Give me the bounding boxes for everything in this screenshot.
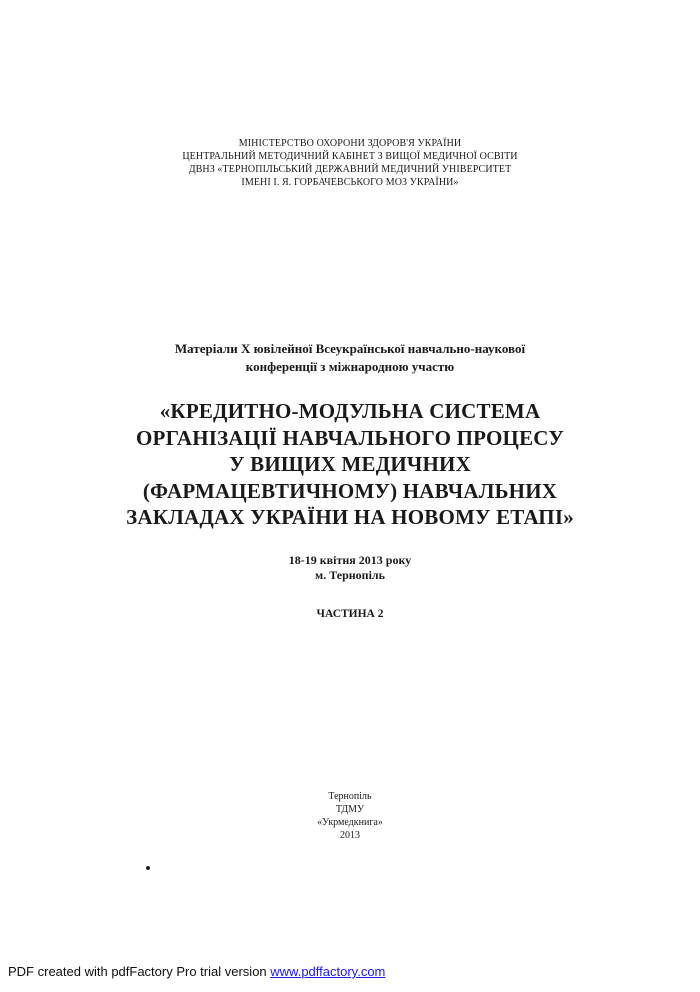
stray-dot: [146, 866, 150, 870]
footer-text: PDF created with pdfFactory Pro trial version: [8, 964, 271, 979]
intro-line-1: Матеріали Х ювілейної Всеукраїнської навчально-наукової: [174, 341, 526, 356]
publisher-imprint: [0, 790, 700, 842]
title-line-2: ОРГАНІЗАЦІЇ НАВЧАЛЬНОГО ПРОЦЕСУ: [136, 425, 564, 450]
title-line-4: (ФАРМАЦЕВТИЧНОМУ) НАВЧАЛЬНИХ: [142, 478, 558, 503]
event-date: 18-19 квітня 2013 року: [288, 553, 412, 567]
header-line-cabinet: ЦЕНТРАЛЬНИЙ МЕТОДИЧНИЙ КАБІНЕТ З ВИЩОЇ МЕДИЧНОЇ ОСВІТИ: [182, 151, 518, 162]
title-line-5: ЗАКЛАДАХ УКРАЇНИ НА НОВОМУ ЕТАПІ»: [126, 505, 574, 529]
ministry-header: [0, 137, 700, 189]
header-line-ministry: МІНІСТЕРСТВО ОХОРОНИ ЗДОРОВ'Я УКРАЇНИ: [238, 138, 462, 149]
footer-link[interactable]: www.pdffactory.com: [270, 964, 386, 979]
conference-intro: [0, 340, 700, 376]
imprint-university: ТДМУ: [335, 804, 365, 815]
imprint-city: Тернопіль: [328, 791, 372, 802]
pdf-footer: [8, 964, 385, 979]
header-line-university-name: ІМЕНІ І. Я. ГОРБАЧЕВСЬКОГО МОЗ УКРАЇНИ»: [241, 177, 459, 188]
imprint-year: 2013: [340, 830, 360, 841]
title-line-3: У ВИЩИХ МЕДИЧНИХ: [229, 452, 471, 476]
conference-title: [0, 398, 700, 531]
part-number: ЧАСТИНА 2: [316, 608, 384, 620]
intro-line-2: конференції з міжнародною участю: [245, 359, 455, 374]
header-line-university: ДВНЗ «ТЕРНОПІЛЬСЬКИЙ ДЕРЖАВНИЙ МЕДИЧНИЙ УНІВЕРСИТЕТ: [188, 164, 512, 175]
event-place: м. Тернопіль: [315, 568, 385, 582]
imprint-publisher: «Укрмедкнига»: [317, 817, 383, 828]
event-info: [0, 553, 700, 583]
title-line-1: «КРЕДИТНО-МОДУЛЬНА СИСТЕМА: [159, 399, 541, 423]
